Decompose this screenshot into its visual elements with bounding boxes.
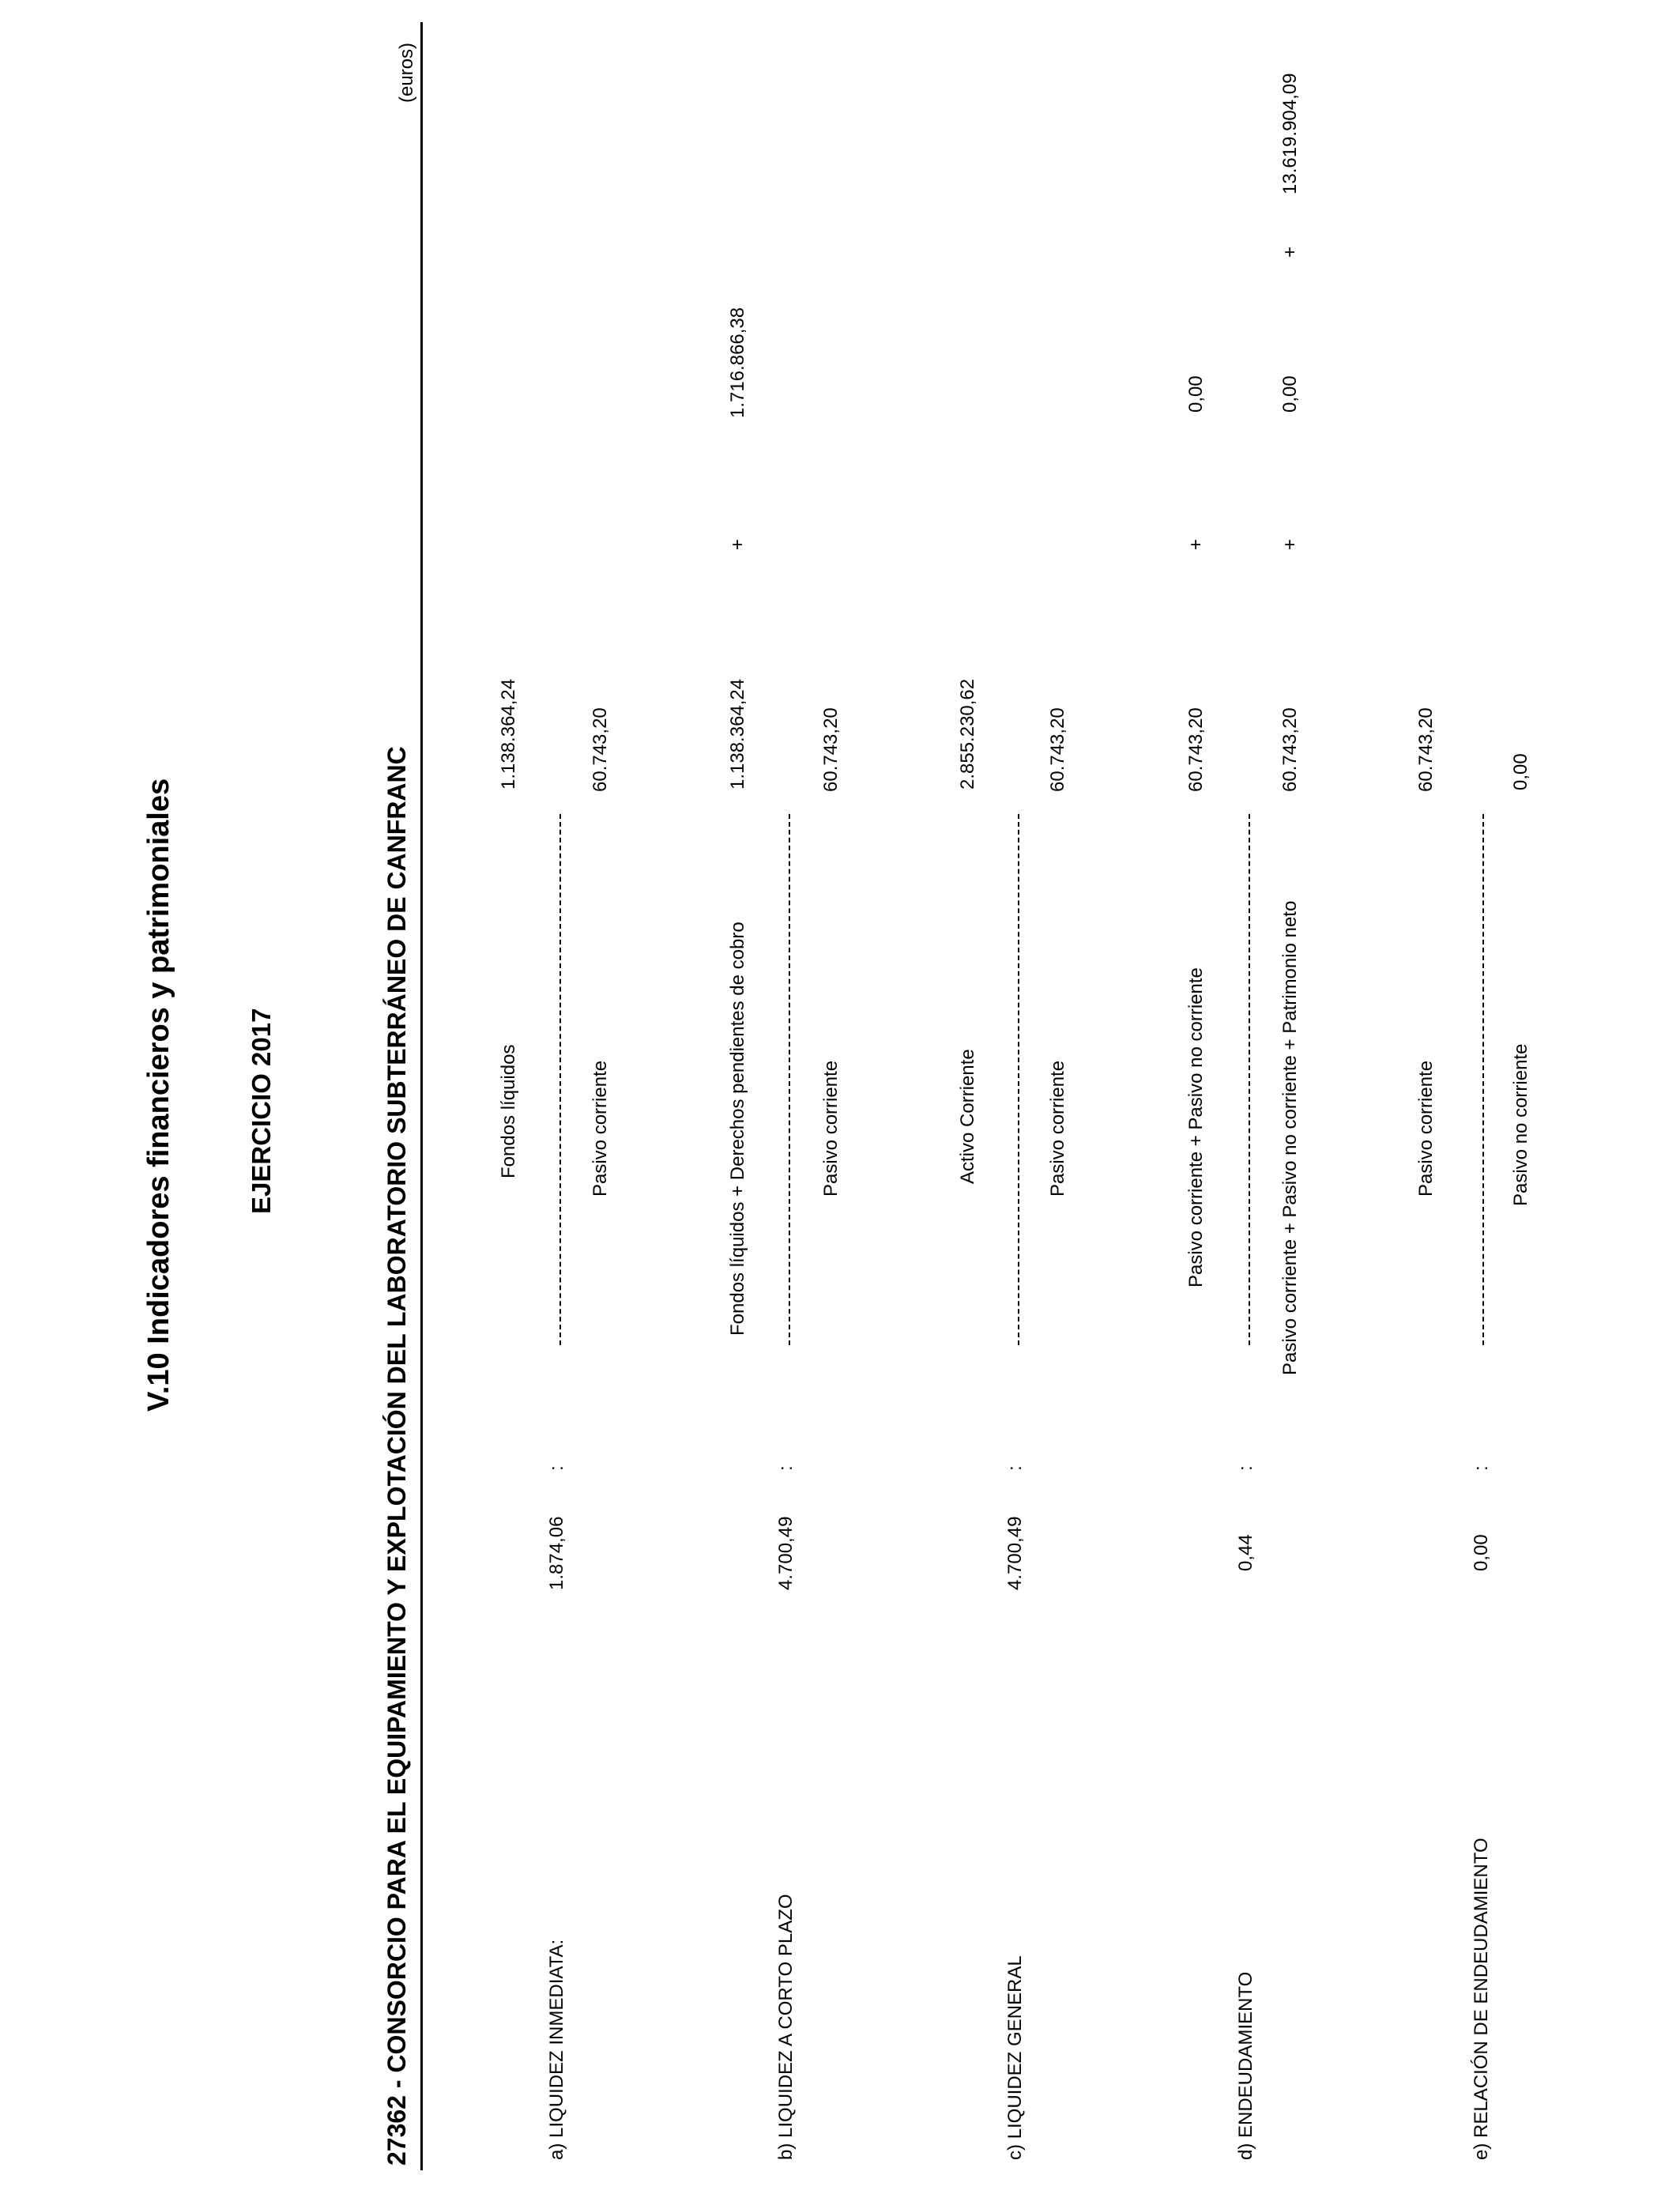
indicator-d-denominator-plus-2: +: [1279, 246, 1301, 258]
indicator-a-value: 1.874,06: [546, 1516, 567, 1590]
indicator-d-numerator: Pasivo corriente + Pasivo no corriente: [1185, 967, 1207, 1287]
indicator-b-plus: +: [727, 538, 748, 550]
indicator-a-numerator-value: 1.138.364,24: [498, 678, 519, 790]
indicator-d-label: d) ENDEUDAMIENTO: [1235, 1971, 1256, 2160]
indicator-e-numerator: Pasivo corriente: [1415, 1060, 1437, 1197]
indicator-e-label: e) RELACIÓN DE ENDEUDAMIENTO: [1471, 1838, 1492, 2160]
indicator-c-fraction-line: [1018, 814, 1019, 1345]
indicator-b-label: b) LIQUIDEZ A CORTO PLAZO: [775, 1894, 797, 2160]
indicator-b-numerator: Fondos líquidos + Derechos pendientes de cobro: [727, 922, 748, 1336]
indicator-c-value: 4.700,49: [1004, 1516, 1026, 1590]
indicator-b-denominator-value: 60.743,20: [820, 707, 842, 792]
indicator-c-numerator: Activo Corriente: [957, 1049, 978, 1184]
exercise-heading: EJERCICIO 2017: [247, 1008, 276, 1214]
indicator-e-value: 0,00: [1471, 1534, 1492, 1571]
indicator-d-denominator-plus: +: [1279, 538, 1301, 550]
indicator-e-colon: :: [1471, 1465, 1492, 1471]
entity-heading: 27362 - CONSORCIO PARA EL EQUIPAMIENTO Y EXPLOTACIÓN DEL LABORATORIO SUBTERRÁNEO DE CANFRANC: [382, 746, 411, 2166]
units-label: (euros): [396, 42, 417, 103]
header-rule: [420, 22, 423, 2170]
indicator-c-colon: :: [1004, 1465, 1026, 1471]
report-title: V.10 Indicadores financieros y patrimoniales: [142, 778, 175, 1412]
indicator-c-denominator: Pasivo corriente: [1047, 1060, 1068, 1197]
indicator-a-colon: :: [546, 1465, 567, 1471]
indicator-b-numerator-value-2: 1.716.866,38: [727, 307, 748, 418]
indicator-a-numerator: Fondos líquidos: [498, 1044, 519, 1178]
indicator-a-label: a) LIQUIDEZ INMEDIATA:: [546, 1939, 567, 2160]
indicator-d-value: 0,44: [1235, 1534, 1256, 1571]
indicator-b-numerator-value: 1.138.364,24: [727, 678, 748, 790]
indicator-d-denominator-value-2: 0,00: [1279, 375, 1301, 413]
indicator-d-denominator: Pasivo corriente + Pasivo no corriente + Patrimonio neto: [1279, 900, 1301, 1375]
indicator-a-denominator-value: 60.743,20: [590, 707, 611, 792]
indicator-b-value: 4.700,49: [775, 1516, 797, 1590]
indicator-d-numerator-value: 60.743,20: [1185, 707, 1207, 792]
indicator-a-fraction-line: [559, 814, 561, 1345]
indicator-e-denominator: Pasivo no corriente: [1510, 1043, 1531, 1206]
indicator-e-denominator-value: 0,00: [1510, 753, 1531, 790]
indicator-e-numerator-value: 60.743,20: [1415, 707, 1437, 792]
indicator-b-colon: :: [775, 1465, 797, 1471]
indicator-d-denominator-value-3: 13.619.904,09: [1279, 73, 1301, 194]
indicator-e-fraction-line: [1482, 814, 1484, 1345]
indicator-c-denominator-value: 60.743,20: [1047, 707, 1068, 792]
indicator-c-label: c) LIQUIDEZ GENERAL: [1004, 1955, 1026, 2160]
indicator-b-denominator: Pasivo corriente: [820, 1060, 842, 1197]
indicator-d-colon: :: [1235, 1465, 1256, 1471]
indicator-d-numerator-plus: +: [1185, 538, 1207, 550]
indicator-d-numerator-value-2: 0,00: [1185, 375, 1207, 413]
indicator-d-denominator-value: 60.743,20: [1279, 707, 1301, 792]
indicator-d-fraction-line: [1249, 814, 1250, 1345]
indicator-c-numerator-value: 2.855.230,62: [957, 678, 978, 790]
indicator-a-denominator: Pasivo corriente: [590, 1060, 611, 1197]
indicator-b-fraction-line: [789, 814, 790, 1345]
